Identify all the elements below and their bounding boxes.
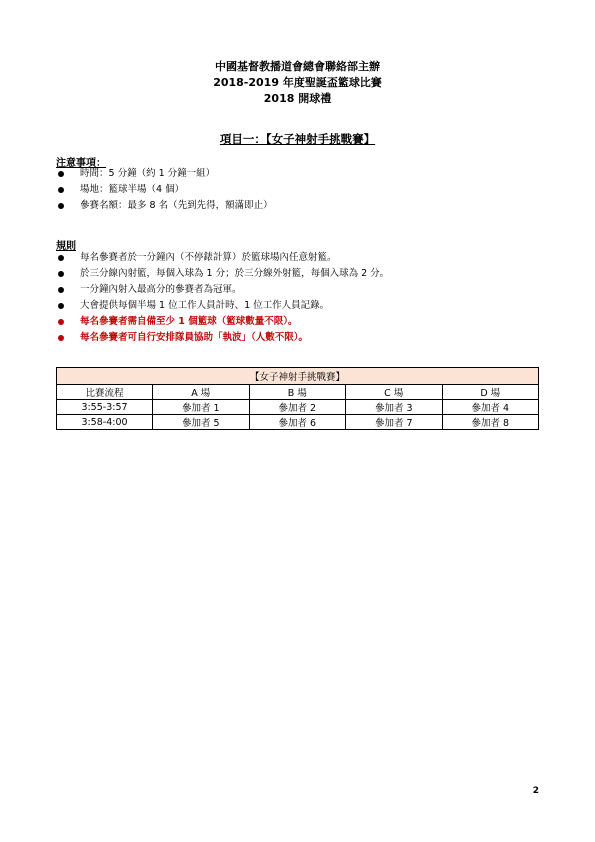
rules-list (56, 250, 389, 346)
table-header-row (57, 385, 539, 400)
table-cell: 參加者 6 (249, 415, 346, 430)
bullet-icon (58, 271, 64, 277)
bullet-icon (58, 203, 64, 209)
list-item-text: 大會提供每個半場 1 位工作人員計時、1 位工作人員記錄。 (80, 300, 330, 311)
document-header (0, 59, 595, 107)
list-item-text: 參賽名額：最多 8 名（先到先得，額滿即止） (80, 200, 273, 211)
list-item-text: 一分鐘內射入最高分的參賽者為冠軍。 (80, 284, 242, 295)
table-cell: 參加者 2 (249, 400, 346, 415)
table-cell: 參加者 5 (153, 415, 250, 430)
bullet-icon (58, 303, 64, 309)
table-row (57, 415, 539, 430)
event-title: 2018-2019 年度聖誕盃籃球比賽 (213, 76, 382, 89)
notes-list (56, 166, 273, 214)
section-title (0, 131, 595, 147)
table-cell: 3:58-4:00 (57, 415, 153, 430)
list-item-text: 於三分線內射籃，每個入球為 1 分；於三分線外射籃，每個入球為 2 分。 (80, 268, 390, 279)
list-item-text: 每名參賽者於一分鐘內（不停錶計算）於籃球場內任意射籃。 (80, 252, 337, 263)
list-item (56, 166, 273, 182)
list-item-text: 每名參賽者可自行安排隊員協助「執波」（人數不限）。 (80, 332, 309, 343)
column-header: D 場 (442, 385, 539, 400)
notes-heading: 注意事項： (56, 158, 106, 169)
column-header: B 場 (249, 385, 346, 400)
column-header: 比賽流程 (57, 385, 153, 400)
table-caption-row (57, 368, 539, 385)
event-subtitle: 2018 開球禮 (263, 92, 332, 105)
rules-heading: 規則 (56, 241, 76, 252)
bullet-icon (58, 171, 64, 177)
list-item (56, 198, 273, 214)
column-header: A 場 (153, 385, 250, 400)
list-item (56, 266, 389, 282)
table-cell: 參加者 4 (442, 400, 539, 415)
schedule-table (56, 367, 539, 430)
bullet-icon (58, 255, 64, 261)
section-title-text: 項目一：【女子神射手挑戰賽】 (219, 132, 376, 146)
highlight-list-item (56, 330, 389, 346)
highlight-list-item (56, 314, 389, 330)
list-item-text: 時間：5 分鐘（約 1 分鐘一組） (80, 168, 216, 179)
table-row (57, 400, 539, 415)
table-cell: 參加者 1 (153, 400, 250, 415)
table-cell: 參加者 8 (442, 415, 539, 430)
list-item-text: 每名參賽者需自備至少 1 個籃球（籃球數量不限）。 (80, 316, 298, 327)
list-item (56, 250, 389, 266)
table-cell: 參加者 3 (346, 400, 443, 415)
list-item (56, 298, 389, 314)
table-cell: 3:55-3:57 (57, 400, 153, 415)
bullet-icon (58, 287, 64, 293)
list-item-text: 場地：籃球半場（4 個） (80, 184, 185, 195)
bullet-icon (58, 319, 64, 325)
organizer-line: 中國基督教播道會總會聯絡部主辦 (215, 60, 380, 73)
page-number: 2 (532, 786, 539, 796)
bullet-icon (58, 335, 64, 341)
bullet-icon (58, 187, 64, 193)
list-item (56, 282, 389, 298)
list-item (56, 182, 273, 198)
column-header: C 場 (346, 385, 443, 400)
table-caption: 【女子神射手挑戰賽】 (57, 368, 539, 385)
table-cell: 參加者 7 (346, 415, 443, 430)
